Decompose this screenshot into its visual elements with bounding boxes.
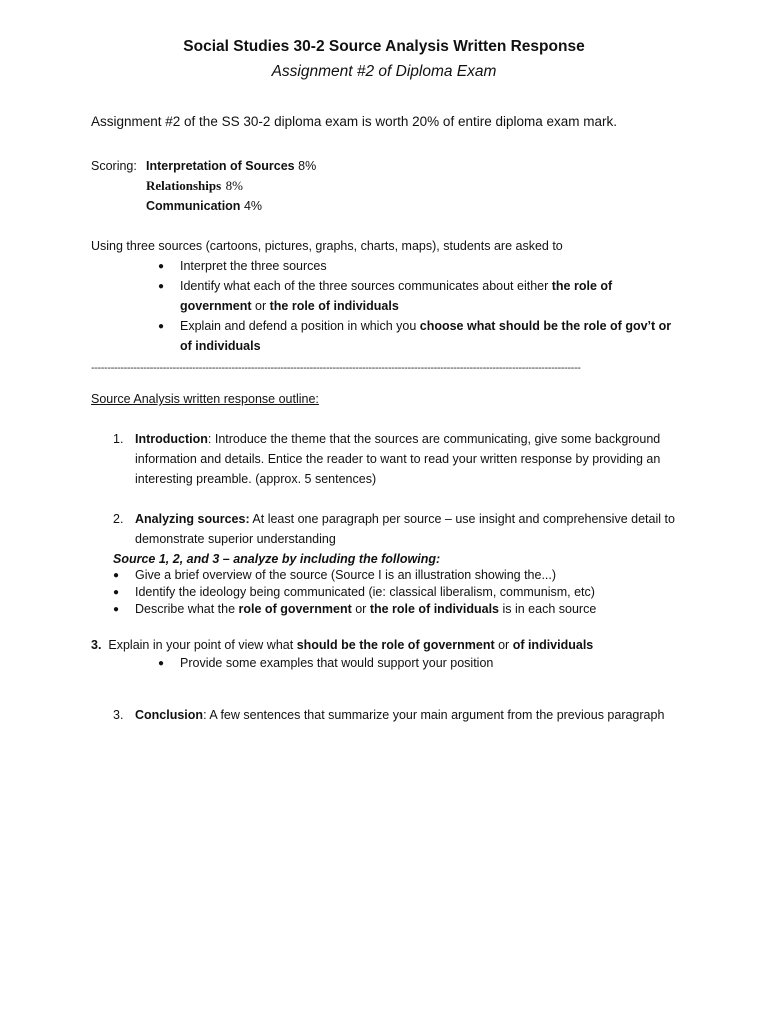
divider-line: ------------------------------------------------------------------------------------------------------------------------------------------------------: [91, 362, 581, 374]
bullet-icon: ●: [158, 261, 165, 272]
scoring-item-name: Relationships: [146, 178, 222, 193]
scoring-item-communication: [146, 196, 262, 216]
task-bullet: ● Interpret the three sources: [158, 256, 327, 277]
bullet-icon: ●: [113, 604, 120, 615]
scoring-item-interpretation: [146, 156, 316, 176]
scoring-item-name: Communication: [146, 199, 241, 213]
bullet-icon: ●: [158, 281, 165, 292]
task-bullet-continuation: government or the role of individuals: [180, 299, 399, 313]
bullet-icon: ●: [158, 321, 165, 332]
item-number: 3.: [113, 708, 124, 722]
bullet-icon: ●: [113, 587, 120, 598]
outline-heading: Source Analysis written response outline:: [91, 392, 319, 406]
bullet-icon: ●: [113, 570, 120, 581]
source-heading: Source 1, 2, and 3 – analyze by including the following:: [113, 552, 441, 566]
source-bullet: ● Give a brief overview of the source (Source I is an illustration showing the...): [113, 568, 557, 582]
item-analyzing-line: demonstrate superior understanding: [135, 532, 336, 546]
intro-paragraph: Assignment #2 of the SS 30-2 diploma exam is worth 20% of entire diploma exam mark.: [91, 114, 617, 129]
item-number: 2.: [113, 512, 124, 526]
task-bullet-continuation: of individuals: [180, 339, 261, 353]
item-introduction-line: information and details. Entice the reader to want to read your written response by providing an: [135, 452, 661, 466]
task-bullet: ● Identify what each of the three sources communicates about either the role of: [158, 276, 612, 297]
scoring-label: Scoring:: [91, 159, 137, 173]
task-bullet: ● Explain and defend a position in which you choose what should be the role of gov’t or: [158, 316, 671, 337]
source-bullet: ● Identify the ideology being communicated (ie: classical liberalism, communism, etc): [113, 585, 595, 599]
item-introduction-line: interesting preamble. (approx. 5 sentences): [135, 472, 377, 486]
item-point-of-view: 3. Explain in your point of view what should be the role of government or of individuals: [91, 638, 594, 652]
document-subtitle: Assignment #2 of Diploma Exam: [271, 63, 497, 80]
item-number: 1.: [113, 432, 124, 446]
scoring-item-value: 8%: [298, 159, 317, 173]
bullet-icon: ●: [158, 658, 165, 669]
point-of-view-bullet: ● Provide some examples that would support your position: [158, 653, 493, 674]
scoring-item-value: 8%: [225, 178, 243, 193]
scoring-item-relationships: [146, 176, 243, 196]
item-introduction: Introduction: Introduce the theme that the sources are communicating, give some background: [135, 432, 661, 446]
source-bullet: ● Describe what the role of government or the role of individuals is in each source: [113, 602, 597, 616]
sources-intro: Using three sources (cartoons, pictures, graphs, charts, maps), students are asked to: [91, 239, 563, 253]
item-number: 3.: [91, 638, 102, 652]
scoring-item-name: Interpretation of Sources: [146, 159, 295, 173]
scoring-item-value: 4%: [243, 199, 263, 213]
document-title: Social Studies 30-2 Source Analysis Written Response: [183, 38, 585, 55]
item-analyzing-sources: Analyzing sources: At least one paragraph per source – use insight and comprehensive detail to: [135, 512, 675, 526]
item-conclusion: Conclusion: A few sentences that summarize your main argument from the previous paragraph: [135, 708, 665, 722]
